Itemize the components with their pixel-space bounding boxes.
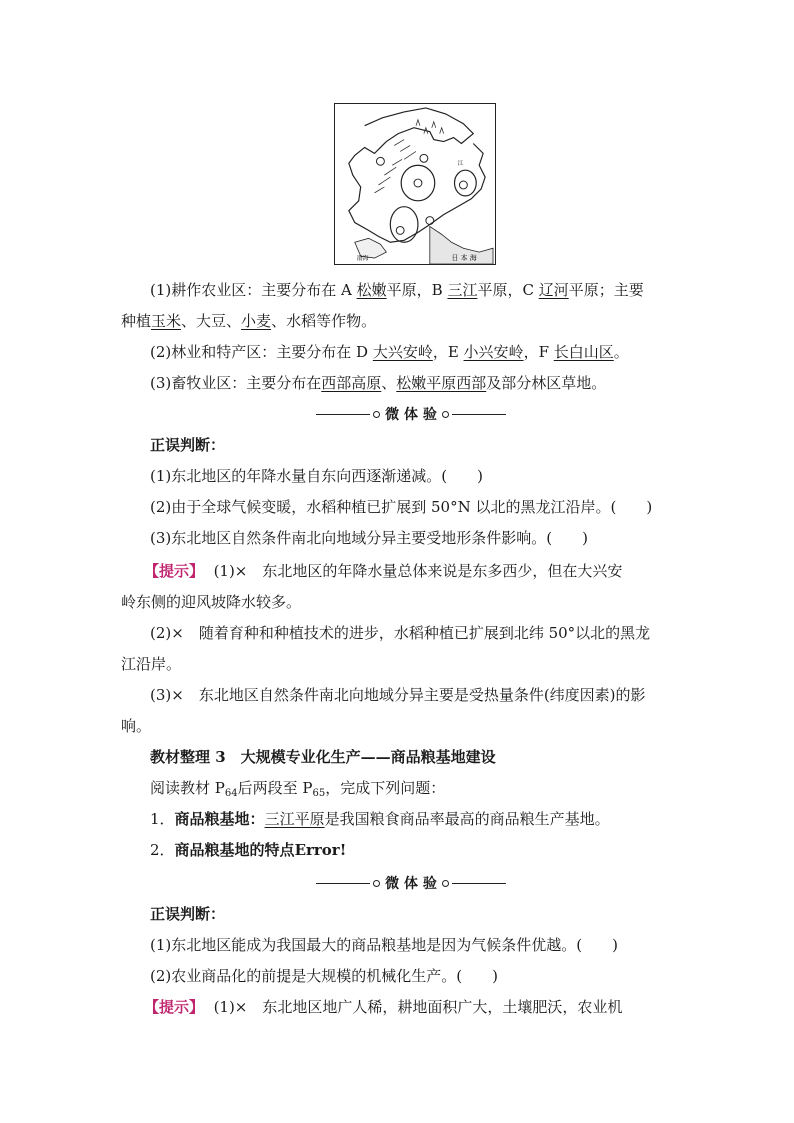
area-b-outline	[455, 170, 477, 196]
section1-p3	[150, 372, 606, 394]
answer-songnen-west: 松嫩平原西部	[396, 374, 487, 392]
divider-rule	[316, 883, 370, 884]
hint-text: (1)× 东北地区的年降水量总体来说是东多西少，但在大兴安	[213, 562, 623, 580]
hint1-a1-cont: 岭东侧的迎风坡降水较多。	[121, 593, 302, 611]
text: (2)林业和特产区：主要分布在 D	[150, 343, 373, 361]
divider-rule	[452, 883, 506, 884]
section1-p1	[150, 279, 644, 301]
item-number: 1．	[150, 810, 175, 828]
section3-read	[150, 777, 445, 805]
answer-changbaishan: 长白山区	[553, 343, 614, 361]
text: 教材整理 3	[150, 748, 241, 766]
divider-dot	[442, 411, 449, 418]
quiz2-heading: 正误判断：	[150, 905, 226, 923]
answer-xiaoxinganling: 小兴安岭	[463, 343, 524, 361]
quiz1-q1: (1)东北地区的年降水量自东向西逐渐递减。( )	[150, 467, 483, 485]
answer-xibugaoyuan: 西部高原	[321, 374, 382, 392]
area-c-outline	[390, 207, 418, 243]
area-a-outline	[401, 165, 435, 201]
quiz1-q3: (3)东北地区自然条件南北向地域分异主要受地形条件影响。( )	[150, 529, 588, 547]
text: 、水稻等作物。	[271, 312, 377, 330]
section3-item1	[150, 808, 610, 830]
answer-yumi: 玉米	[151, 312, 182, 330]
text: 及部分林区草地。	[486, 374, 607, 392]
region-outline	[349, 108, 485, 242]
hint-text: (1)× 东北地区地广人稀，耕地面积广大，土壤肥沃，农业机	[213, 998, 623, 1016]
divider-title: 微 体 验	[385, 876, 437, 892]
marker-e	[420, 154, 428, 162]
divider-rule	[316, 414, 370, 415]
sea-label-bohai: 渤海	[356, 256, 369, 263]
quiz1-q2: (2)由于全球气候变暖，水稻种植已扩展到 50°N 以北的黑龙江沿岸。( )	[150, 498, 653, 516]
answer-xiaomai: 小麦	[241, 312, 272, 330]
divider-dot	[373, 411, 380, 418]
hint1-a2-cont: 江沿岸。	[121, 655, 182, 673]
answer-sanjiang-plain: 三江平原	[264, 810, 325, 828]
marker-c	[396, 226, 404, 234]
marker-a	[414, 179, 422, 187]
text: 、大豆、	[181, 312, 242, 330]
item-label: 商品粮基地的特点	[174, 841, 295, 859]
text: 。	[613, 343, 629, 361]
text: 是我国粮食商品率最高的商品粮生产基地。	[324, 810, 610, 828]
river-label: 江	[457, 161, 464, 168]
text: ，E	[432, 343, 464, 361]
text: (3)畜牧业区：主要分布在	[150, 374, 322, 392]
item-number: 2．	[150, 841, 175, 859]
text: 、	[381, 374, 397, 392]
marker-f	[426, 217, 434, 225]
divider-rule	[452, 414, 506, 415]
sea-label-japan: 日 本 海	[451, 254, 477, 263]
quiz1-heading: 正误判断：	[150, 436, 226, 454]
hint1-a2: (2)× 随着育种和种植技术的进步，水稻种植已扩展到北纬 50°以北的黑龙	[150, 624, 651, 642]
answer-sanjiang: 三江	[447, 281, 478, 299]
section-divider-2	[316, 872, 506, 894]
text: 阅读教材 P	[150, 779, 225, 797]
page-sub: 64	[224, 788, 238, 799]
page-sub: 65	[312, 788, 326, 799]
text: 平原，B	[386, 281, 448, 299]
hint1-a3: (3)× 东北地区自然条件南北向地域分异主要是受热量条件(纬度因素)的影	[150, 686, 646, 704]
divider-dot	[373, 880, 380, 887]
quiz2-q2: (2)农业商品化的前提是大规模的机械化生产。( )	[150, 967, 498, 985]
answer-liaohe: 辽河	[538, 281, 569, 299]
item-label: 商品粮基地：	[174, 810, 265, 828]
marker-d	[376, 157, 384, 165]
divider-title: 微 体 验	[385, 407, 437, 423]
section3-item2	[150, 839, 346, 861]
quiz2-q1: (1)东北地区能成为我国最大的商品粮基地是因为气候条件优越。( )	[150, 936, 618, 954]
hint1-a3-cont: 响。	[121, 717, 152, 735]
text: 平原；主要	[568, 281, 644, 299]
map-figure	[335, 104, 495, 264]
hint-tag: 【提示】	[144, 998, 205, 1016]
text: 后两段至 P	[237, 779, 313, 797]
section1-p1-cont	[121, 310, 376, 332]
section-divider-1	[316, 403, 506, 425]
error-text: Error!	[294, 841, 347, 859]
text: (1)耕作农业区：主要分布在 A	[150, 281, 357, 299]
text: 平原，C	[477, 281, 539, 299]
hint2-a1	[144, 996, 622, 1018]
hint1-a1	[144, 560, 622, 582]
northeast-china-map	[334, 103, 496, 265]
text: ，完成下列问题：	[325, 779, 446, 797]
text: ，F	[523, 343, 554, 361]
hint-tag: 【提示】	[144, 562, 205, 580]
section1-p2	[150, 341, 629, 363]
section3-heading	[150, 746, 496, 768]
marker-b	[459, 181, 467, 189]
section-title: 大规模专业化生产——商品粮基地建设	[240, 748, 496, 766]
answer-songnen: 松嫩	[356, 281, 387, 299]
text: 种植	[121, 312, 152, 330]
answer-daxinganling: 大兴安岭	[372, 343, 433, 361]
divider-dot	[442, 880, 449, 887]
